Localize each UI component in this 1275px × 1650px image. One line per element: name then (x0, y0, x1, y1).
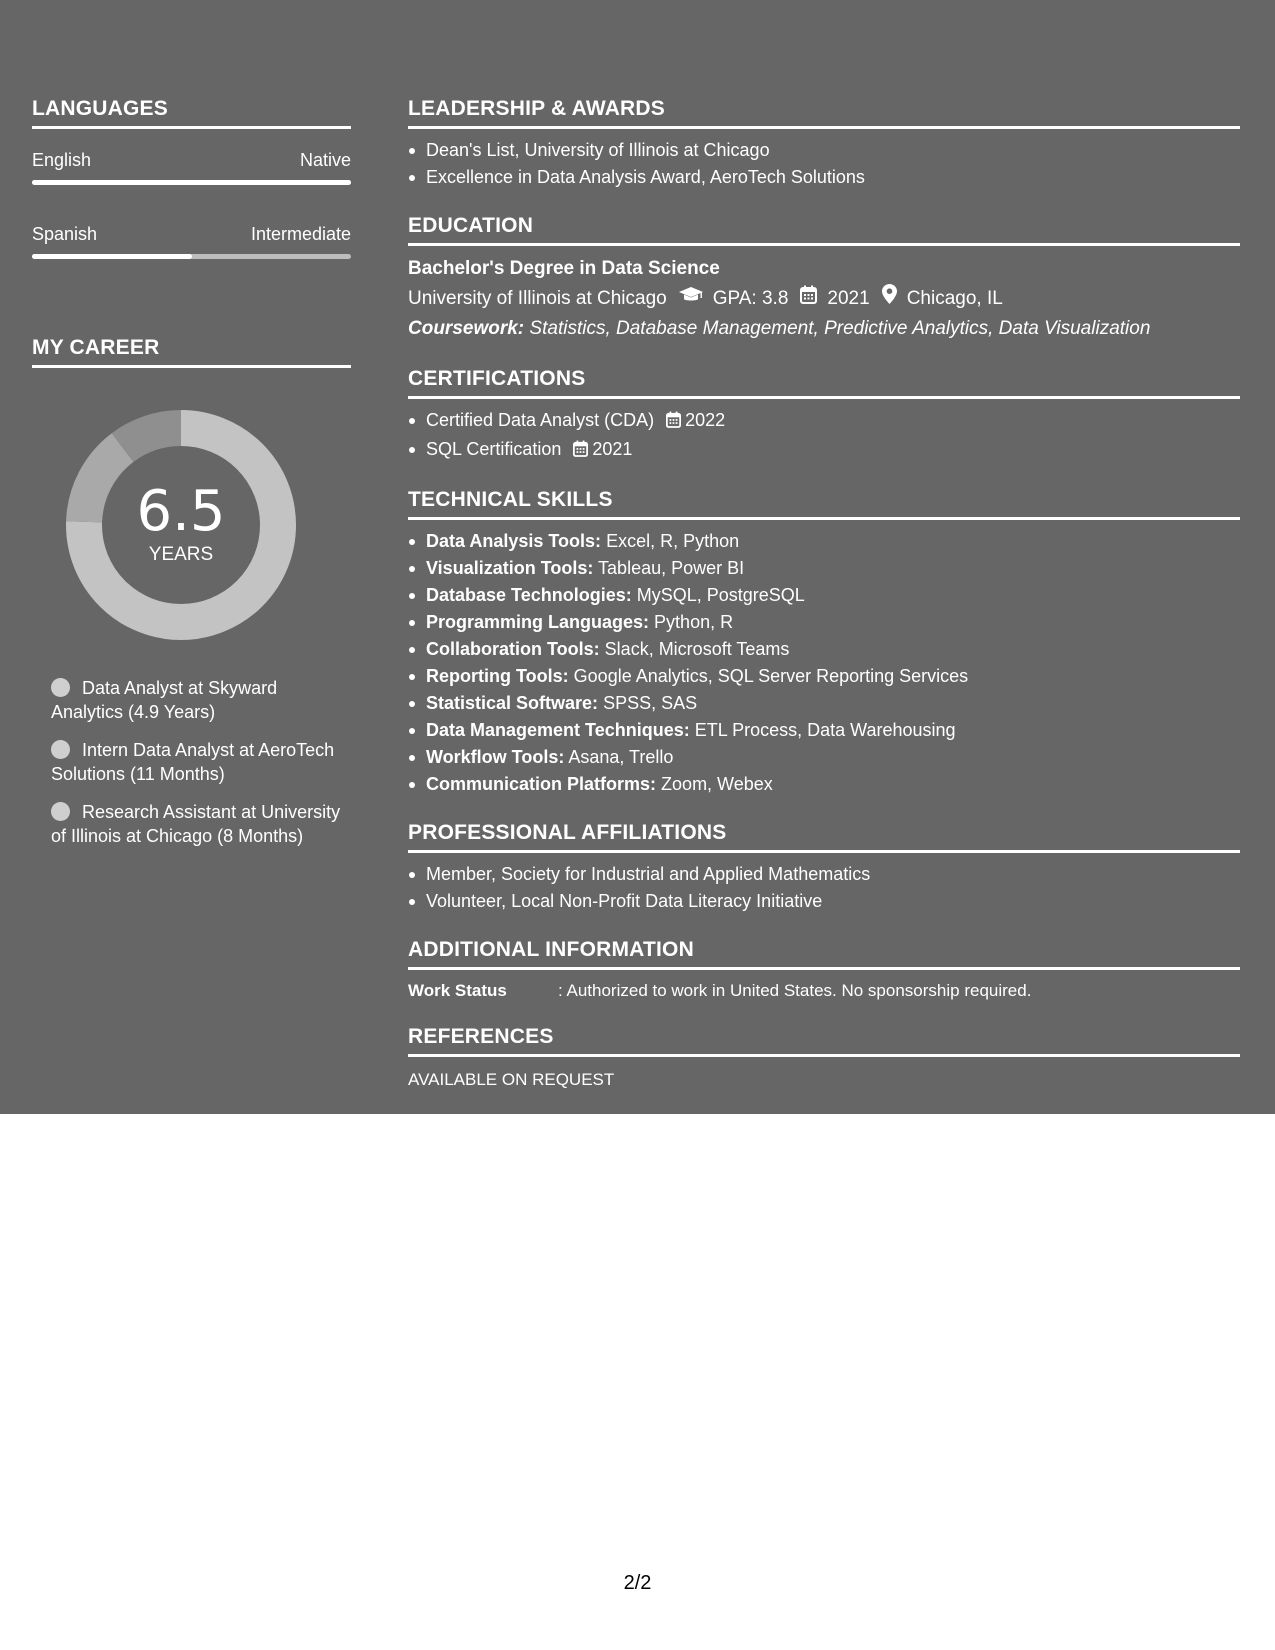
affiliations-title: PROFESSIONAL AFFILIATIONS (408, 820, 1240, 853)
education-year: 2021 (827, 288, 870, 309)
references-text: AVAILABLE ON REQUEST (408, 1070, 615, 1089)
list-item: Dean's List, University of Illinois at Chicago (408, 137, 1240, 164)
work-status-label: Work Status (408, 981, 507, 1000)
career-item: Research Assistant at University of Illinois at Chicago (8 Months) (51, 802, 341, 846)
list-item: Certified Data Analyst (CDA) 2022 (408, 407, 1240, 436)
list-item: Volunteer, Local Non-Profit Data Literacy Initiative (408, 888, 1240, 915)
language-bar-fill (32, 254, 192, 259)
references-section (408, 1024, 1240, 1091)
certifications-section (408, 366, 1240, 465)
language-name: Spanish (32, 224, 98, 244)
donut-center (66, 479, 296, 566)
language-row-spanish (32, 223, 351, 259)
skill-item: Reporting Tools: Google Analytics, SQL Server Reporting Services (408, 663, 1240, 690)
skill-item: Database Technologies: MySQL, PostgreSQL (408, 582, 1240, 609)
education-title: EDUCATION (408, 213, 1240, 246)
calendar-icon (666, 409, 681, 436)
skill-item: Data Management Techniques: ETL Process, Data Warehousing (408, 717, 1240, 744)
languages-title: LANGUAGES (32, 96, 351, 129)
additional-section (408, 937, 1240, 1002)
career-item: Intern Data Analyst at AeroTech Solutions (11 Months) (51, 740, 335, 784)
education-meta (408, 284, 1240, 314)
language-name: English (32, 150, 92, 170)
career-donut-chart (66, 410, 296, 640)
language-bar (32, 254, 351, 259)
page-number: 2/2 (623, 1572, 652, 1594)
leadership-section (408, 96, 1240, 191)
skills-title: TECHNICAL SKILLS (408, 487, 1240, 520)
certifications-title: CERTIFICATIONS (408, 366, 1240, 399)
skill-item: Statistical Software: SPSS, SAS (408, 690, 1240, 717)
language-level: Intermediate (250, 224, 351, 244)
list-item: SQL Certification 2021 (408, 436, 1240, 465)
calendar-icon (800, 284, 817, 314)
leadership-title: LEADERSHIP & AWARDS (408, 96, 1240, 129)
skill-item: Data Analysis Tools: Excel, R, Python (408, 528, 1240, 555)
list-item: Member, Society for Industrial and Applied Mathematics (408, 861, 1240, 888)
additional-title: ADDITIONAL INFORMATION (408, 937, 1240, 970)
work-status-value: : Authorized to work in United States. No sponsorship required. (558, 981, 1032, 1000)
language-row-english (32, 149, 351, 185)
career-list (51, 676, 341, 848)
right-column (408, 96, 1240, 1091)
references-title: REFERENCES (408, 1024, 1240, 1057)
left-column (32, 96, 351, 862)
graduation-cap-icon (679, 284, 703, 314)
education-location: Chicago, IL (906, 288, 1003, 309)
skill-item: Programming Languages: Python, R (408, 609, 1240, 636)
education-coursework: Coursework: Statistics, Database Management, Predictive Analytics, Data Visualization (408, 318, 1151, 339)
legend-dot-icon (51, 678, 70, 697)
skill-item: Visualization Tools: Tableau, Power BI (408, 555, 1240, 582)
education-gpa: GPA: 3.8 (712, 288, 789, 309)
calendar-icon (573, 438, 588, 465)
list-item: Excellence in Data Analysis Award, AeroTech Solutions (408, 164, 1240, 191)
career-item: Data Analyst at Skyward Analytics (4.9 Years) (51, 678, 278, 722)
skill-item: Collaboration Tools: Slack, Microsoft Teams (408, 636, 1240, 663)
skill-item: Workflow Tools: Asana, Trello (408, 744, 1240, 771)
skills-section (408, 487, 1240, 798)
legend-dot-icon (51, 740, 70, 759)
location-pin-icon (882, 284, 897, 314)
language-bar (32, 180, 351, 185)
skill-item: Communication Platforms: Zoom, Webex (408, 771, 1240, 798)
work-status-row (408, 980, 1240, 1002)
career-title: MY CAREER (32, 335, 351, 368)
career-total-unit: YEARS (148, 544, 214, 565)
language-level: Native (299, 150, 351, 170)
education-school: University of Illinois at Chicago (408, 288, 667, 309)
career-total-value: 6.5 (136, 479, 226, 544)
education-degree: Bachelor's Degree in Data Science (408, 258, 720, 279)
affiliations-section (408, 820, 1240, 915)
education-section (408, 213, 1240, 344)
legend-dot-icon (51, 802, 70, 821)
language-bar-fill (32, 180, 351, 185)
